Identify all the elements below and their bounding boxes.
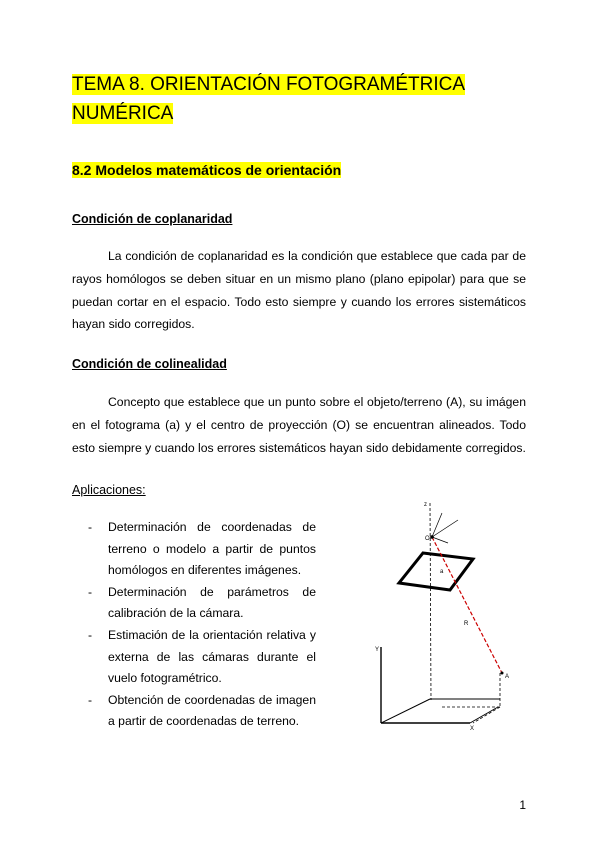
projection-center-point bbox=[430, 535, 434, 539]
coplanarity-heading: Condición de coplanaridad bbox=[72, 212, 233, 226]
page-title-line-1: TEMA 8. ORIENTACIÓN FOTOGRAMÉTRICA bbox=[72, 74, 466, 95]
image-point-label: a bbox=[440, 569, 444, 575]
colinearity-diagram bbox=[370, 495, 530, 740]
list-item: - Determinación de coordenadas de terreno o modelo a partir de puntos homólogos en diferentes imágenes. bbox=[88, 517, 316, 582]
center-label: O bbox=[425, 536, 430, 542]
applications-heading: Aplicaciones: bbox=[72, 483, 146, 497]
list-item: - Determinación de parámetros de calibración de la cámara. bbox=[88, 582, 316, 625]
ground-axis-line bbox=[381, 699, 430, 723]
y-axis-label: Y bbox=[375, 647, 380, 653]
terrain-point bbox=[501, 672, 504, 675]
section-heading: 8.2 Modelos matemáticos de orientación bbox=[72, 162, 342, 178]
projection-line bbox=[473, 707, 500, 723]
colinearity-heading: Condición de colinealidad bbox=[72, 357, 227, 371]
colinearity-paragraph: Concepto que establece que un punto sobre el objeto/terreno (A), su imágen en el fotograma (a) y el centro de proyección (O) se encuentran alineados. Todo esto siempre y cuando los errores sistemáticos hayan sido debidamente corregidos. bbox=[72, 395, 526, 455]
page-title-line-2: NUMÉRICA bbox=[72, 103, 174, 124]
camera-axis-line bbox=[432, 537, 448, 543]
z-axis-label: z bbox=[424, 502, 427, 508]
applications-list bbox=[88, 517, 316, 733]
vertical-axis-line bbox=[430, 503, 431, 700]
photograph-frame bbox=[399, 553, 473, 590]
terrain-point-label: A bbox=[505, 674, 510, 680]
ray-label: R bbox=[464, 621, 469, 627]
x-axis-label: X bbox=[470, 726, 475, 732]
list-item: - Obtención de coordenadas de imagen a partir de coordenadas de terreno. bbox=[88, 690, 316, 733]
page-number: 1 bbox=[519, 798, 526, 812]
list-item: - Estimación de la orientación relativa y externa de las cámaras durante el vuelo fotogramétrico. bbox=[88, 625, 316, 690]
ground-axis-line bbox=[470, 707, 498, 723]
coplanarity-paragraph: La condición de coplanaridad es la condición que establece que cada par de rayos homólogos se deben situar en un mismo plano (plano epipolar) para que se puedan cortar en el espacio. Todo esto siempre y cuando los errores sistemáticos hayan sido corregidos. bbox=[72, 249, 526, 332]
